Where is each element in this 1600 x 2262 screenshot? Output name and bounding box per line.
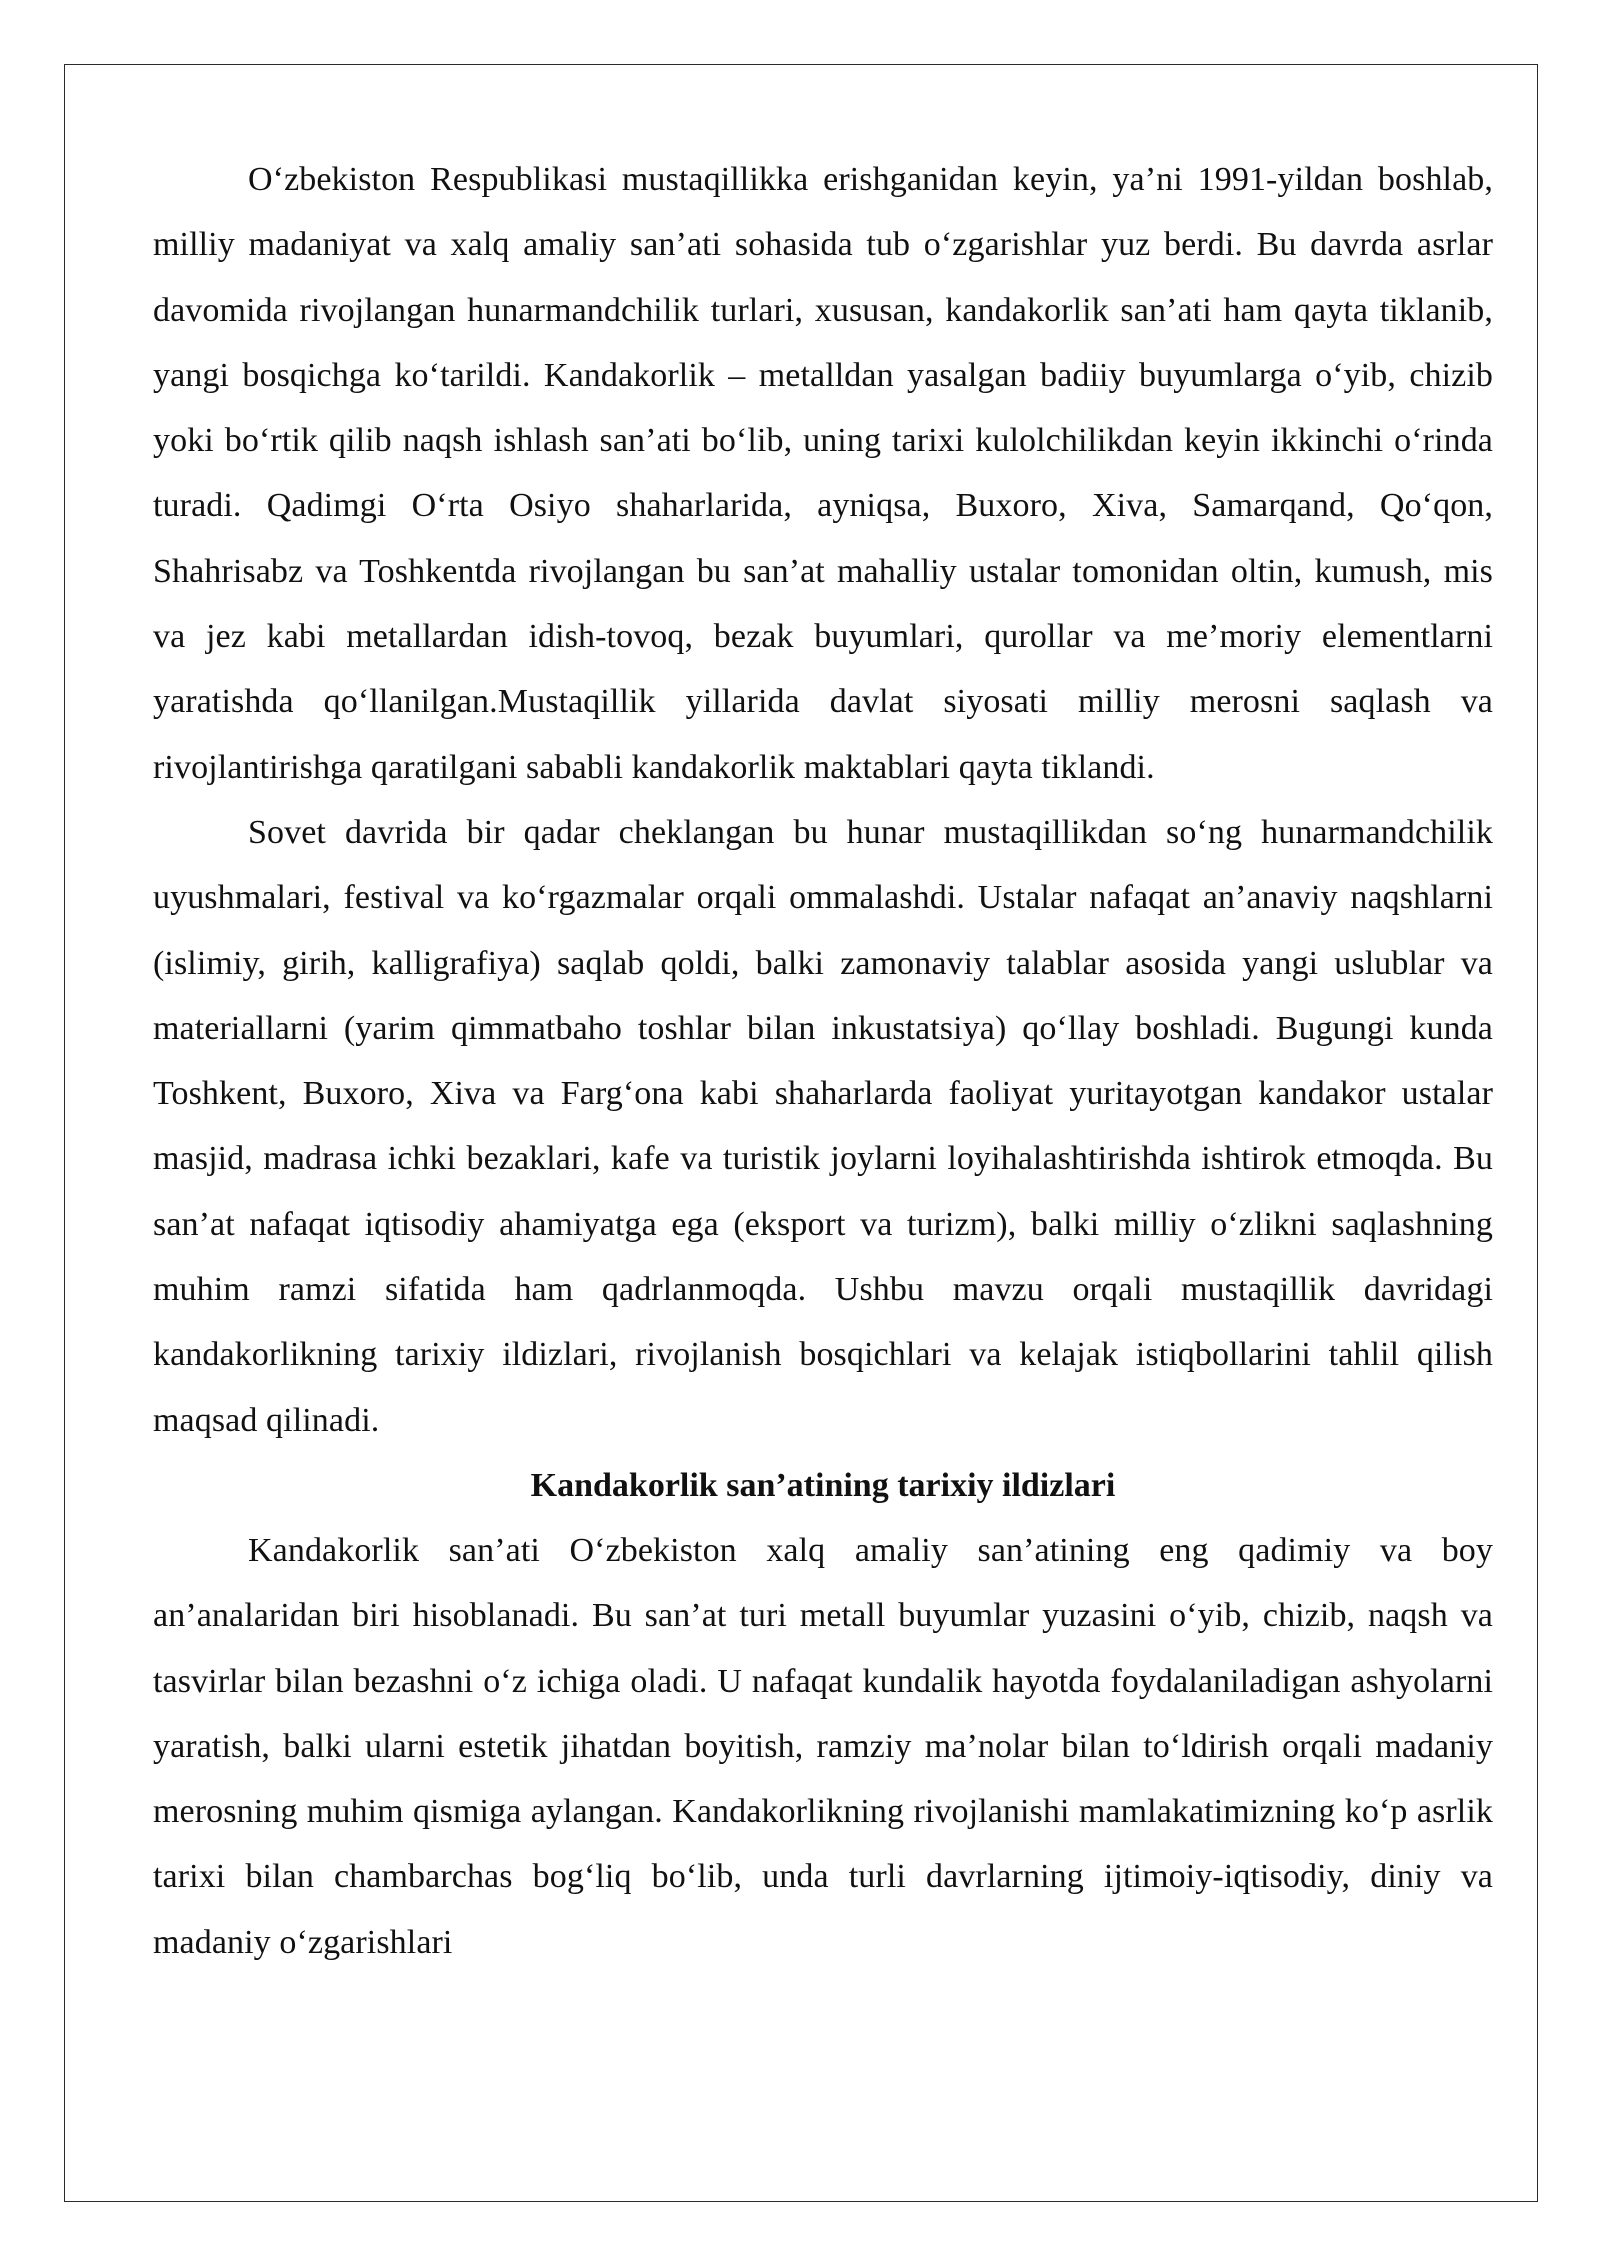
- document-body: [153, 147, 1493, 1975]
- paragraph-soviet-period: Sovet davrida bir qadar cheklangan bu hunar mustaqillikdan so‘ng hunarmandchilik uyushmalari, festival va ko‘rgazmalar orqali ommalashdi. Ustalar nafaqat an’anaviy naqshlarni (islimiy, girih, kalligrafiya) saqlab qoldi, balki zamonaviy talablar asosida yangi uslublar va materiallarni (yarim qimmatbaho toshlar bilan inkustatsiya) qo‘llay boshladi. Bugungi kunda Toshkent, Buxoro, Xiva va Farg‘ona kabi shaharlarda faoliyat yuritayotgan kandakor ustalar masjid, madrasa ichki bezaklari, kafe va turistik joylarni loyihalashtirishda ishtirok etmoqda. Bu san’at nafaqat iqtisodiy ahamiyatga ega (eksport va turizm), balki milliy o‘zlikni saqlashning muhim ramzi sifatida ham qadrlanmoqda. Ushbu mavzu orqali mustaqillik davridagi kandakorlikning tarixiy ildizlari, rivojlanish bosqichlari va kelajak istiqbollarini tahlil qilish maqsad qilinadi.: [153, 813, 1493, 1439]
- paragraph-historical-roots: Kandakorlik san’ati O‘zbekiston xalq amaliy san’atining eng qadimiy va boy an’analaridan biri hisoblanadi. Bu san’at turi metall buyumlar yuzasini o‘yib, chizib, naqsh va tasvirlar bilan bezashni o‘z ichiga oladi. U nafaqat kundalik hayotda foydalaniladigan ashyolarni yaratish, balki ularni estetik jihatdan boyitish, ramziy ma’nolar bilan to‘ldirish orqali madaniy merosning muhim qismiga aylangan. Kandakorlikning rivojlanishi mamlakatimizning ko‘p asrlik tarixi bilan chambarchas bog‘liq bo‘lib, unda turli davrlarning ijtimoiy-iqtisodiy, diniy va madaniy o‘zgarishlari: [153, 1531, 1493, 1961]
- section-heading: Kandakorlik san’atining tarixiy ildizlari: [530, 1466, 1116, 1504]
- paragraph-independence-intro: O‘zbekiston Respublikasi mustaqillikka erishganidan keyin, ya’ni 1991-yildan boshlab, milliy madaniyat va xalq amaliy san’ati sohasida tub o‘zgarishlar yuz berdi. Bu davrda asrlar davomida rivojlangan hunarmandchilik turlari, xususan, kandakorlik san’ati ham qayta tiklanib, yangi bosqichga ko‘tarildi. Kandakorlik – metalldan yasalgan badiiy buyumlarga o‘yib, chizib yoki bo‘rtik qilib naqsh ishlash san’ati bo‘lib, uning tarixi kulolchilikdan keyin ikkinchi o‘rinda turadi. Qadimgi O‘rta Osiyo shaharlarida, ayniqsa, Buxoro, Xiva, Samarqand, Qo‘qon, Shahrisabz va Toshkentda rivojlangan bu san’at mahalliy ustalar tomonidan oltin, kumush, mis va jez kabi metallardan idish-tovoq, bezak buyumlari, qurollar va me’moriy elementlarni yaratishda qo‘llanilgan.Mustaqillik yillarida davlat siyosati milliy merosni saqlash va rivojlantirishga qaratilgani sababli kandakorlik maktablari qayta tiklandi.: [153, 161, 1493, 786]
